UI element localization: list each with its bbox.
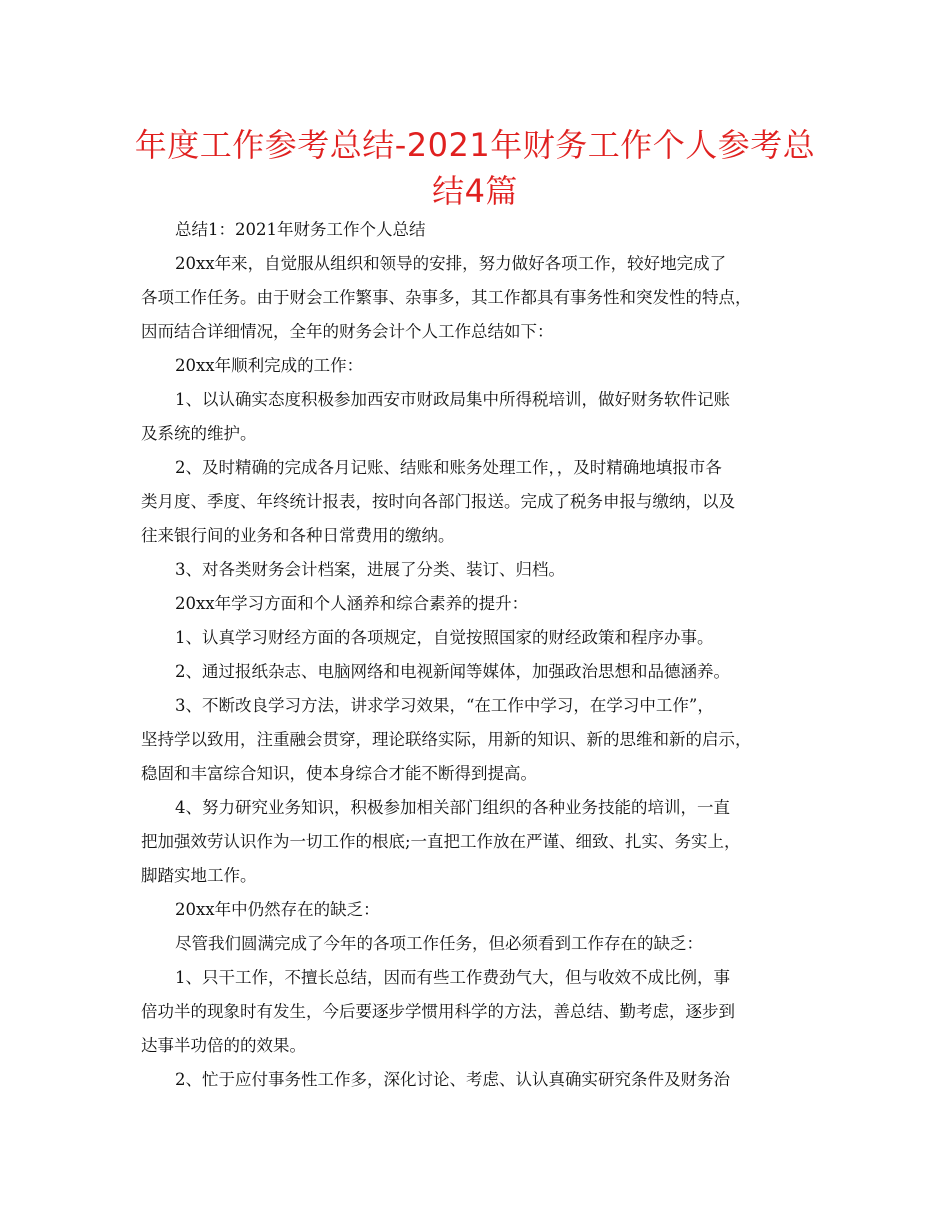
paragraph-line: 2、及时精确的完成各月记账、结账和账务处理工作，，及时精确地填报市各 [175,458,722,477]
paragraph-line: 各项工作任务。由于财会工作繁事、杂事多，其工作都具有事务性和突发性的特点， [141,288,752,307]
paragraph-line: 达事半功倍的的效果。 [141,1036,306,1055]
section-heading: 总结1：2021年财务工作个人总结 [175,220,426,239]
subheading: 20xx年学习方面和个人涵养和综合素养的提升： [175,594,529,613]
paragraph-line: 3、不断改良学习方法，讲求学习效果，“在工作中学习，在学习中工作”， [175,696,714,715]
paragraph-line: 4、努力研究业务知识，积极参加相关部门组织的各种业务技能的培训，一直 [175,798,730,817]
title-line-1: 年度工作参考总结-2021年财务工作个人参考总 [134,126,816,164]
paragraph-line: 把加强效劳认识作为一切工作的根底;一直把工作放在严谨、细致、扎实、务实上， [141,832,741,851]
paragraph-line: 1、只干工作，不擅长总结，因而有些工作费劲气大，但与收效不成比例，事 [175,968,730,987]
paragraph-line: 1、认真学习财经方面的各项规定，自觉按照国家的财经政策和程序办事。 [175,628,714,647]
title-line-2: 结4篇 [432,172,518,210]
paragraph-line: 因而结合详细情况，全年的财务会计个人工作总结如下： [141,322,554,341]
paragraph-line: 20xx年来，自觉服从组织和领导的安排，努力做好各项工作，较好地完成了 [175,254,727,273]
paragraph-line: 尽管我们圆满完成了今年的各项工作任务，但必须看到工作存在的缺乏： [175,934,703,953]
paragraph-line: 往来银行间的业务和各种日常费用的缴纳。 [141,526,455,545]
paragraph-line: 坚持学以致用，注重融会贯穿，理论联络实际，用新的知识、新的思维和新的启示， [141,730,752,749]
paragraph-line: 3、对各类财务会计档案，进展了分类、装订、归档。 [175,560,565,579]
document-body [141,213,821,1097]
paragraph-line: 类月度、季度、年终统计报表，按时向各部门报送。完成了税务申报与缴纳，以及 [141,492,735,511]
paragraph-line: 2、忙于应付事务性工作多，深化讨论、考虑、认认真确实研究条件及财务治 [175,1070,730,1089]
document-title [130,122,820,214]
paragraph-line: 及系统的维护。 [141,424,257,443]
paragraph-line: 2、通过报纸杂志、电脑网络和电视新闻等媒体，加强政治思想和品德涵养。 [175,662,730,681]
paragraph-line: 倍功半的现象时有发生，今后要逐步学惯用科学的方法，善总结、勤考虑，逐步到 [141,1002,735,1021]
paragraph-line: 1、以认确实态度积极参加西安市财政局集中所得税培训，做好财务软件记账 [175,390,730,409]
subheading: 20xx年中仍然存在的缺乏： [175,900,380,919]
paragraph-line: 稳固和丰富综合知识，使本身综合才能不断得到提高。 [141,764,537,783]
subheading: 20xx年顺利完成的工作： [175,356,364,375]
paragraph-line: 脚踏实地工作。 [141,866,257,885]
